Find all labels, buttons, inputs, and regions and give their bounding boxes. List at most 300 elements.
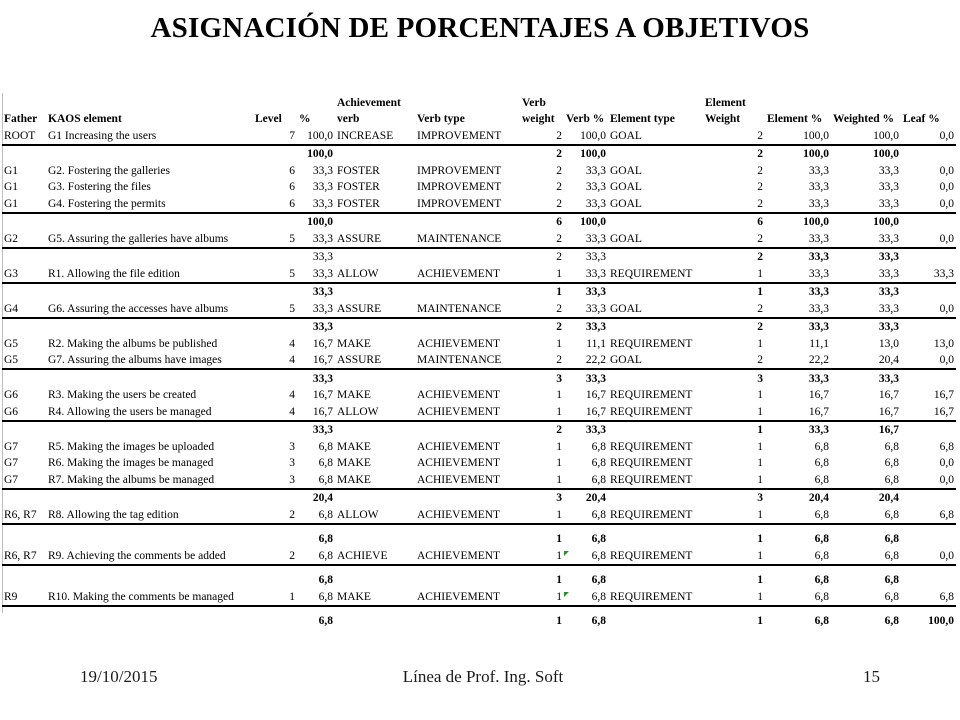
cell-element-percent: 6,8: [814, 508, 829, 521]
cell-achievement-verb: [335, 248, 415, 266]
cell-verb-type: [415, 421, 520, 439]
header-row: [2, 93, 956, 127]
cell-father: G7: [4, 457, 19, 469]
cell-kaos-element: G3. Fostering the files: [48, 181, 151, 193]
cell-weighted-percent: 6,8: [884, 440, 899, 453]
cell-element-weight: 1: [703, 421, 765, 439]
table-row: [2, 195, 956, 213]
cell-verb-weight: 2: [556, 354, 562, 366]
cell-achievement-verb: FOSTER: [337, 197, 380, 210]
cell-kaos-element: [46, 145, 253, 163]
cell-element-weight: 2: [757, 302, 763, 315]
cell-element-weight: 1: [757, 405, 763, 418]
cell-level: [253, 369, 297, 387]
cell-kaos-element: [46, 283, 253, 301]
cell-leaf-percent: 16,7: [933, 389, 954, 401]
cell-level: [253, 318, 297, 336]
cell-achievement-verb: [335, 369, 415, 387]
cell-percent: 6,8: [318, 533, 333, 545]
cell-father: G5: [4, 354, 19, 366]
cell-verb-type: MAINTENANCE: [417, 232, 502, 245]
cell-element-weight: 1: [757, 533, 763, 545]
cell-verb-type: [415, 531, 520, 548]
slide-title: ASIGNACIÓN DE PORCENTAJES A OBJETIVOS: [150, 12, 810, 44]
cell-element-type: REQUIREMENT: [610, 457, 693, 469]
cell-kaos-element: G2. Fostering the galleries: [48, 164, 171, 177]
header-verb-percent: Verb %: [566, 113, 605, 125]
cell-father: [2, 531, 46, 548]
cell-kaos-element: [46, 613, 253, 630]
cell-achievement-verb: ALLOW: [337, 267, 379, 280]
cell-father: [2, 572, 46, 589]
cell-verb-percent: 33,3: [564, 421, 608, 439]
cell-achievement-verb: MAKE: [337, 337, 371, 350]
cell-kaos-element: R5. Making the images be uploaded: [48, 440, 215, 453]
cell-leaf-percent: 33,3: [933, 267, 954, 280]
cell-verb-weight: 1: [556, 615, 562, 627]
cell-element-percent: 33,3: [808, 267, 829, 280]
cell-level: [253, 283, 297, 301]
cell-verb-percent: 33,3: [564, 369, 608, 387]
subtotal-row: [2, 369, 956, 387]
cell-weighted-percent: 33,3: [878, 302, 899, 315]
header-element-percent: Element %: [767, 113, 823, 125]
cell-verb-type: IMPROVEMENT: [417, 197, 502, 210]
cell-level: 6: [289, 181, 295, 193]
cell-element-percent: 22,2: [808, 354, 829, 366]
subtotal-row: [2, 489, 956, 507]
cell-verb-type: [415, 572, 520, 589]
cell-achievement-verb: MAKE: [337, 457, 371, 469]
cell-leaf-percent: 0,0: [939, 302, 954, 315]
cell-verb-percent: 33,3: [585, 164, 606, 177]
group-separator-row: [2, 565, 956, 572]
cell-achievement-verb: ASSURE: [337, 354, 382, 366]
cell-verb-percent: 33,3: [585, 302, 606, 315]
cell-achievement-verb: FOSTER: [337, 181, 380, 193]
cell-element-type: [608, 369, 703, 387]
cell-element-weight: 1: [757, 457, 763, 469]
cell-father: G7: [4, 440, 19, 453]
cell-achievement-verb: ASSURE: [337, 302, 382, 315]
cell-verb-type: ACHIEVEMENT: [417, 440, 501, 453]
cell-percent: 33,3: [297, 421, 335, 439]
cell-verb-percent: 6,8: [591, 473, 606, 486]
cell-verb-weight: 1: [556, 405, 562, 418]
footer-date: 19/10/2015: [80, 667, 158, 686]
cell-leaf-percent: [901, 283, 956, 301]
cell-weighted-percent: 100,0: [873, 129, 899, 142]
cell-father: G1: [4, 181, 19, 193]
cell-element-percent: 100,0: [765, 145, 831, 163]
cell-weighted-percent: 6,8: [884, 549, 899, 562]
cell-leaf-percent: [901, 318, 956, 336]
cell-kaos-element: G4. Fostering the permits: [48, 197, 166, 210]
cell-element-percent: 33,3: [808, 232, 829, 245]
cell-verb-type: IMPROVEMENT: [417, 164, 502, 177]
cell-percent: 6,8: [318, 615, 333, 627]
cell-kaos-element: R3. Making the users be created: [48, 389, 197, 401]
cell-level: 5: [289, 267, 295, 280]
cell-verb-weight: 2: [520, 421, 564, 439]
cell-verb-percent: 33,3: [585, 197, 606, 210]
table-row: [2, 588, 956, 606]
cell-percent: 16,7: [312, 354, 333, 366]
cell-element-percent: 11,1: [809, 337, 829, 350]
cell-kaos-element: R6. Making the images be managed: [48, 457, 214, 469]
cell-element-type: [608, 213, 703, 231]
cell-father: G1: [4, 164, 19, 177]
cell-leaf-percent: 0,0: [939, 549, 954, 562]
cell-weighted-percent: 33,3: [831, 318, 901, 336]
cell-verb-weight: 1: [520, 283, 564, 301]
cell-father: G6: [4, 405, 19, 418]
table-row: [2, 162, 956, 179]
cell-level: [253, 613, 297, 630]
subtotal-row: [2, 531, 956, 548]
cell-kaos-element: [46, 369, 253, 387]
cell-weighted-percent: 20,4: [878, 354, 899, 366]
cell-father: G7: [4, 473, 19, 486]
cell-percent: 33,3: [297, 318, 335, 336]
cell-verb-weight: 1: [556, 549, 562, 562]
cell-leaf-percent: 0,0: [939, 129, 954, 142]
cell-element-weight: 1: [757, 549, 763, 562]
table-row: [2, 265, 956, 283]
cell-level: 2: [289, 508, 295, 521]
cell-element-percent: 33,3: [808, 302, 829, 315]
table-body: [2, 127, 956, 629]
cell-kaos-element: [46, 318, 253, 336]
cell-verb-percent: 6,8: [591, 549, 606, 562]
cell-verb-type: [415, 489, 520, 507]
cell-leaf-percent: 6,8: [939, 508, 954, 521]
cell-level: 2: [289, 549, 295, 562]
cell-percent: 100,0: [297, 145, 335, 163]
cell-percent: 6,8: [318, 574, 333, 586]
header-verb-weight: Verb weight: [522, 97, 555, 125]
cell-verb-percent: 100,0: [564, 213, 608, 231]
cell-verb-percent: 6,8: [591, 574, 606, 586]
cell-weighted-percent: 33,3: [878, 267, 899, 280]
cell-verb-weight: 1: [556, 533, 562, 545]
cell-verb-percent: 33,3: [564, 248, 608, 266]
cell-leaf-percent: 0,0: [939, 457, 954, 469]
cell-element-percent: 33,3: [765, 283, 831, 301]
cell-level: 3: [289, 473, 295, 486]
cell-element-type: GOAL: [610, 164, 642, 177]
cell-achievement-verb: [335, 145, 415, 163]
cell-leaf-percent: [901, 369, 956, 387]
table-row: [2, 455, 956, 472]
cell-verb-weight: 1: [556, 389, 562, 401]
cell-achievement-verb: MAKE: [337, 440, 371, 453]
cell-weighted-percent: 33,3: [878, 164, 899, 177]
cell-level: 4: [289, 354, 295, 366]
cell-element-type: REQUIREMENT: [610, 389, 693, 401]
cell-father: [2, 213, 46, 231]
cell-element-percent: 33,3: [765, 248, 831, 266]
cell-kaos-element: R8. Allowing the tag edition: [48, 508, 179, 521]
cell-verb-percent: 100,0: [580, 129, 606, 142]
cell-verb-type: IMPROVEMENT: [417, 129, 502, 142]
cell-verb-percent: 33,3: [585, 232, 606, 245]
header-achievement-verb: Achievement verb: [337, 97, 401, 125]
cell-weighted-percent: 33,3: [831, 369, 901, 387]
cell-verb-weight: 2: [556, 129, 562, 142]
table-row: [2, 471, 956, 489]
cell-verb-percent: 33,3: [585, 181, 606, 193]
cell-weighted-percent: 16,7: [878, 405, 899, 418]
separator-cell: [2, 606, 956, 613]
cell-level: 4: [289, 405, 295, 418]
cell-element-weight: 1: [757, 337, 763, 350]
cell-leaf-percent: [901, 421, 956, 439]
cell-achievement-verb: INCREASE: [337, 129, 394, 142]
cell-father: G4: [4, 302, 19, 315]
cell-percent: 6,8: [318, 440, 333, 453]
cell-level: 3: [289, 457, 295, 469]
cell-verb-percent: 6,8: [591, 533, 606, 545]
cell-verb-type: MAINTENANCE: [417, 354, 502, 366]
cell-verb-type: ACHIEVEMENT: [417, 267, 501, 280]
footer-course-name: Línea de Prof. Ing. Soft: [402, 667, 564, 686]
cell-father: G6: [4, 389, 19, 401]
cell-element-weight: 1: [757, 590, 763, 603]
cell-kaos-element: [46, 531, 253, 548]
cell-level: 6: [289, 197, 295, 210]
cell-element-percent: 6,8: [814, 590, 829, 603]
cell-element-type: REQUIREMENT: [610, 337, 693, 350]
cell-element-weight: 2: [703, 248, 765, 266]
cell-verb-type: MAINTENANCE: [417, 302, 502, 315]
cell-element-weight: 2: [703, 318, 765, 336]
cell-level: [253, 145, 297, 163]
cell-achievement-verb: FOSTER: [337, 164, 380, 177]
cell-element-type: [608, 531, 703, 548]
cell-father: [2, 613, 46, 630]
cell-percent: 6,8: [318, 457, 333, 469]
cell-achievement-verb: [335, 421, 415, 439]
cell-father: G5: [4, 337, 19, 350]
objectives-spreadsheet: [2, 93, 956, 627]
table-row: [2, 335, 956, 352]
cell-percent: 33,3: [297, 369, 335, 387]
cell-element-percent: 20,4: [765, 489, 831, 507]
group-separator-row: [2, 524, 956, 531]
cell-verb-percent: 22,2: [585, 354, 606, 366]
cell-father: [2, 145, 46, 163]
cell-verb-weight: 1: [556, 337, 562, 350]
cell-element-percent: 33,3: [808, 181, 829, 193]
header-percent: %: [299, 113, 311, 125]
cell-verb-weight: 2: [556, 164, 562, 177]
cell-weighted-percent: 100,0: [831, 145, 901, 163]
cell-element-percent: 33,3: [808, 197, 829, 210]
cell-achievement-verb: [335, 213, 415, 231]
header-element-type: Element type: [610, 113, 675, 125]
cell-verb-percent: 20,4: [564, 489, 608, 507]
cell-achievement-verb: [335, 283, 415, 301]
cell-kaos-element: [46, 213, 253, 231]
cell-percent: 100,0: [297, 213, 335, 231]
cell-verb-type: [415, 248, 520, 266]
cell-weighted-percent: 33,3: [878, 197, 899, 210]
cell-kaos-element: R4. Allowing the users be managed: [48, 405, 212, 418]
cell-level: 6: [289, 164, 295, 177]
subtotal-row: [2, 283, 956, 301]
cell-weighted-percent: 100,0: [831, 213, 901, 231]
cell-weighted-percent: 16,7: [878, 389, 899, 401]
cell-weighted-percent: 6,8: [884, 457, 899, 469]
cell-leaf-percent: 0,0: [939, 354, 954, 366]
cell-kaos-element: R7. Making the albums be managed: [48, 473, 215, 486]
cell-level: [253, 248, 297, 266]
cell-verb-weight: 2: [520, 318, 564, 336]
cell-element-type: REQUIREMENT: [610, 590, 693, 603]
cell-element-weight: 6: [703, 213, 765, 231]
cell-level: 5: [289, 232, 295, 245]
cell-level: [253, 489, 297, 507]
cell-element-percent: 33,3: [765, 318, 831, 336]
cell-leaf-percent: [901, 572, 956, 589]
cell-father: R6, R7: [4, 508, 37, 521]
cell-percent: 6,8: [318, 508, 333, 521]
cell-father: R6, R7: [4, 549, 37, 562]
cell-verb-type: IMPROVEMENT: [417, 181, 502, 193]
cell-verb-weight: 1: [556, 473, 562, 486]
cell-percent: 33,3: [297, 283, 335, 301]
cell-percent: 33,3: [312, 164, 333, 177]
cell-leaf-percent: 6,8: [939, 590, 954, 603]
cell-father: [2, 489, 46, 507]
cell-percent: 33,3: [312, 197, 333, 210]
cell-verb-percent: 33,3: [585, 267, 606, 280]
cell-verb-weight: 2: [556, 232, 562, 245]
cell-verb-type: [415, 318, 520, 336]
cell-element-type: [608, 318, 703, 336]
header-weighted-percent: Weighted %: [833, 113, 895, 125]
subtotal-row: [2, 572, 956, 589]
cell-achievement-verb: ALLOW: [337, 405, 379, 418]
cell-verb-type: ACHIEVEMENT: [417, 549, 501, 562]
cell-achievement-verb: MAKE: [337, 473, 371, 486]
header-father: Father: [4, 113, 38, 125]
header-kaos-element: KAOS element: [48, 113, 122, 125]
header-level: Level: [255, 113, 282, 125]
cell-father: [2, 318, 46, 336]
cell-element-weight: 1: [757, 473, 763, 486]
cell-verb-type: [415, 369, 520, 387]
cell-achievement-verb: MAKE: [337, 389, 371, 401]
cell-father: R9: [4, 590, 18, 603]
cell-kaos-element: R10. Making the comments be managed: [48, 590, 234, 603]
cell-level: 5: [289, 302, 295, 315]
cell-kaos-element: [46, 248, 253, 266]
cell-level: [253, 213, 297, 231]
cell-verb-weight: 1: [556, 508, 562, 521]
cell-achievement-verb: [335, 489, 415, 507]
cell-element-type: GOAL: [610, 354, 642, 366]
cell-verb-percent: 6,8: [591, 615, 606, 627]
cell-achievement-verb: ACHIEVE: [337, 549, 388, 562]
cell-element-type: GOAL: [610, 302, 642, 315]
separator-cell: [2, 565, 956, 572]
cell-element-type: GOAL: [610, 181, 642, 193]
cell-weighted-percent: 33,3: [831, 283, 901, 301]
cell-element-weight: 1: [757, 267, 763, 280]
cell-father: G2: [4, 232, 19, 245]
table-row: [2, 403, 956, 421]
cell-element-weight: 2: [757, 164, 763, 177]
cell-verb-type: [415, 283, 520, 301]
cell-kaos-element: R9. Achieving the comments be added: [48, 549, 226, 562]
cell-element-percent: 100,0: [765, 213, 831, 231]
cell-weighted-percent: 6,8: [884, 590, 899, 603]
cell-element-type: REQUIREMENT: [610, 440, 693, 453]
cell-kaos-element: R2. Making the albums be published: [48, 337, 218, 350]
cell-weighted-percent: 6,8: [884, 615, 899, 627]
cell-percent: 16,7: [312, 405, 333, 418]
cell-verb-weight: 2: [556, 302, 562, 315]
cell-element-weight: 1: [703, 283, 765, 301]
cell-verb-weight: 1: [556, 457, 562, 469]
cell-verb-type: ACHIEVEMENT: [417, 473, 501, 486]
cell-percent: 33,3: [312, 232, 333, 245]
cell-element-type: GOAL: [610, 197, 642, 210]
cell-verb-type: ACHIEVEMENT: [417, 405, 501, 418]
cell-verb-percent: 6,8: [591, 590, 606, 603]
cell-element-percent: 6,8: [814, 549, 829, 562]
cell-weighted-percent: 20,4: [831, 489, 901, 507]
cell-leaf-percent: 0,0: [939, 197, 954, 210]
cell-element-weight: 1: [757, 440, 763, 453]
cell-verb-percent: 6,8: [591, 440, 606, 453]
cell-father: [2, 369, 46, 387]
cell-leaf-percent: [901, 145, 956, 163]
cell-percent: 100,0: [307, 129, 333, 142]
cell-achievement-verb: [335, 318, 415, 336]
cell-element-weight: 2: [703, 145, 765, 163]
cell-leaf-percent: 0,0: [939, 164, 954, 177]
footer-page-number: 15: [863, 667, 880, 686]
cell-leaf-percent: 0,0: [939, 181, 954, 193]
cell-leaf-percent: [901, 213, 956, 231]
cell-element-type: REQUIREMENT: [610, 405, 693, 418]
cell-verb-type: [415, 613, 520, 630]
header-element-weight: Element Weight: [705, 97, 746, 125]
objectives-table: [2, 93, 956, 629]
cell-percent: 16,7: [312, 337, 333, 350]
cell-verb-type: ACHIEVEMENT: [417, 508, 501, 521]
cell-verb-percent: 100,0: [564, 145, 608, 163]
cell-verb-weight: 2: [520, 145, 564, 163]
cell-achievement-verb: MAKE: [337, 590, 371, 603]
table-row: [2, 300, 956, 318]
cell-element-percent: 16,7: [808, 405, 829, 418]
cell-element-weight: 3: [703, 489, 765, 507]
cell-kaos-element: [46, 489, 253, 507]
cell-element-percent: 6,8: [814, 533, 829, 545]
cell-element-type: [608, 489, 703, 507]
table-row: [2, 230, 956, 248]
table-row: [2, 387, 956, 404]
cell-weighted-percent: 6,8: [884, 574, 899, 586]
cell-level: 7: [289, 129, 295, 142]
cell-leaf-percent: 13,0: [933, 337, 954, 350]
cell-weighted-percent: 33,3: [878, 181, 899, 193]
cell-element-type: [608, 145, 703, 163]
